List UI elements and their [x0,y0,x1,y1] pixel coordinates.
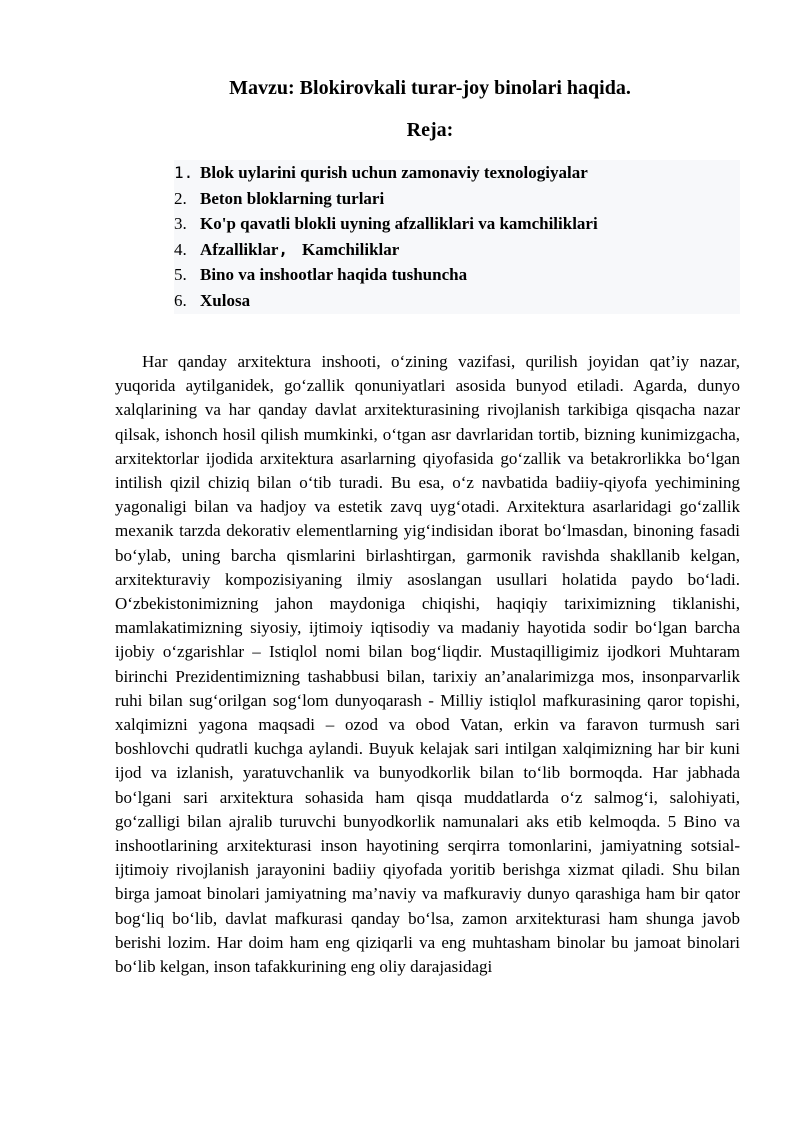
body-paragraph: Har qanday arxitektura inshooti, o‘zining vazifasi, qurilish joyidan qat’iy nazar, yuqorida aytilganidek, go‘zallik qonuniyatlari asosida bunyod etiladi. Agarda, dunyo xalqlarining va har qanday davlat arxitekturasining rivojlanish tarkibiga qisqacha nazar qilsak, ishonch hosil qilish mumkinki, o‘tgan asr davrlaridan tortib, bizning kunimizgacha, arxitektorlar ijodida arxitektura asarlarning qiyofasida go‘zallik va betakrorlikka bo‘lgan intilish qizil chiziq bilan o‘tib turadi. Bu esa, o‘z navbatida badiiy-qiyofa yechimining yagonaligi bilan va hadjoy va estetik zavq uyg‘otadi. Arxitektura asarlaridagi go‘zallik mexanik tarzda dekorativ elementlarning yig‘indisidan iborat bo‘lmasdan, binoning fasadi bo‘ylab, uning barcha qismlarini birlashtirgan, garmonik ravishda shakllanib kelgan, arxitekturaviy kompozisiyaning ilmiy asoslangan usullari holatida paydo bo‘ladi. O‘zbekistonimizning jahon maydoniga chiqishi, haqiqiy tariximizning tiklanishi, mamlakatimizning siyosiy, ijtimoiy iqtisodiy va madaniy hayotida sodir bo‘lgan barcha ijobiy o‘zgarishlar – Istiqlol nomi bilan bog‘liqdir. Mustaqilligimiz ijodkori Muhtaram birinchi Prezidentimizning tashabbusi bilan, tarixiy an’analarimizga mos, insonparvarlik ruhi bilan sug‘orilgan sog‘lom dunyoqarash - Milliy istiqlol mafkurasining qaror topishi, xalqimizni yagona maqsadi – ozod va obod Vatan, erkin va faravon turmush sari boshlovchi qudratli kuchga aylandi. Buyuk kelajak sari intilgan xalqimizning har bir kuni ijod va izlanish, yaratuvchanlik va bunyodkorlik bilan to‘lib bormoqda. Har jabhada bo‘lgani sari arxitektura sohasida ham qisqa muddatlarda o‘z salmog‘i, salohiyati, go‘zalligi bilan ajralib turuvchi bunyodkorlik namunalari aks etib kelmoqda. 5 Bino va inshootlarining arxitekturasi inson hayotining serqirra tomonlarini, jamiyatning sotsial-ijtimoiy rivojlanish jarayonini badiiy qiyofada yoritib berishga xizmat qiladi. Shu bilan birga jamoat binolari jamiyatning ma’naviy va mafkuraviy dunyo qarashiga ham bir qator bog‘liq bo‘lib, davlat mafkurasi qanday bo‘lsa, zamon arxitekturasi ham shunga javob berishi lozim. Har doim ham eng qiziqarli va eng muhtasham binolar bu jamoat binolari bo‘lib kelgan, inson tafakkurining eng oliy darajasidagi [115,352,740,977]
plan-item-number: 4. [174,239,187,259]
plan-item [174,160,740,186]
plan-item-text-b: Kamchiliklar [302,239,400,259]
plan-item-number: 6. [174,290,187,310]
plan-item-text: Blok uylarini qurish uchun zamonaviy texnologiyalar [200,163,588,182]
plan-item [174,262,740,288]
plan-item-text: Bino va inshootlar haqida tushuncha [200,265,468,285]
document-title: Mavzu: Blokirovkali turar-joy binolari haqida. [229,77,631,99]
plan-item-text: Ko'p qavatli blokli uyning afzalliklari va kamchiliklari [200,214,598,234]
plan-item [174,211,740,237]
plan-list [174,160,740,314]
plan-item-number: 1. [174,163,194,182]
plan-item-text-a: Afzalliklar [200,239,279,259]
plan-item [174,237,740,263]
plan-item-number: 3. [174,214,187,234]
plan-item-number: 2. [174,188,187,208]
plan-item [174,186,740,212]
plan-item-separator: , [278,239,289,259]
plan-item-text: Beton bloklarning turlari [200,188,385,208]
plan-item [174,288,740,314]
plan-item-number: 5. [174,265,187,285]
plan-item-text: Xulosa [200,290,251,310]
plan-heading: Reja: [406,119,454,141]
